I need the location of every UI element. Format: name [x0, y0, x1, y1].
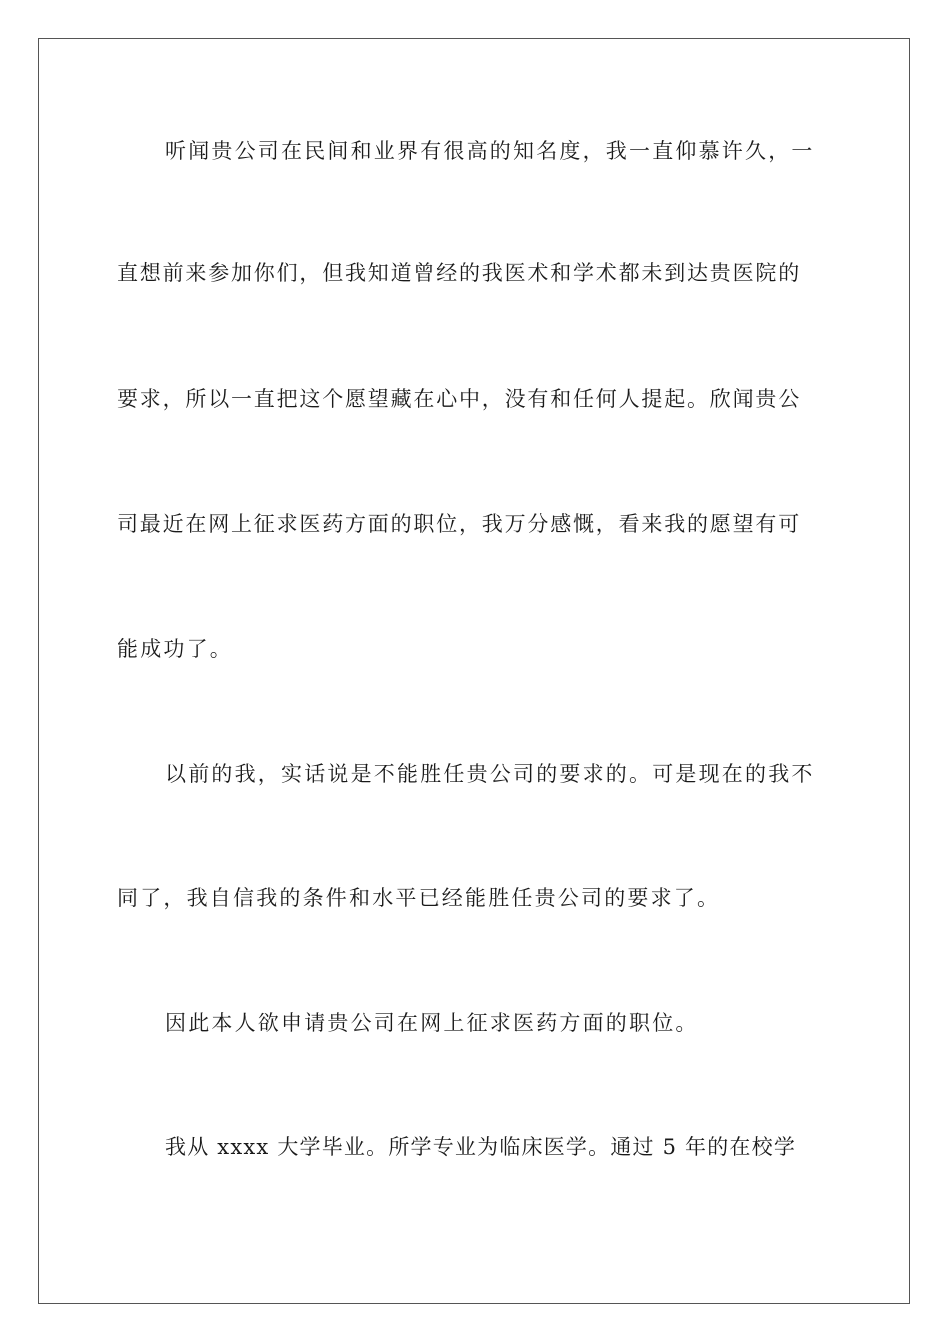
paragraph-4-line-1: 我从 xxxx 大学毕业。所学专业为临床医学。通过 5 年的在校学 [165, 1135, 797, 1159]
paragraph-1-line-1: 听闻贵公司在民间和业界有很高的知名度，我一直仰慕许久，一 [165, 139, 815, 163]
paragraph-2-line-1: 以前的我，实话说是不能胜任贵公司的要求的。可是现在的我不 [165, 762, 815, 786]
paragraph-1-line-2: 直想前来参加你们，但我知道曾经的我医术和学术都未到达贵医院的 [117, 261, 801, 285]
paragraph-3-line-1: 因此本人欲申请贵公司在网上征求医药方面的职位。 [165, 1011, 699, 1035]
paragraph-1-line-4: 司最近在网上征求医药方面的职位，我万分感慨，看来我的愿望有可 [117, 512, 801, 536]
paragraph-1-line-5: 能成功了。 [117, 637, 233, 661]
paragraph-1-line-3: 要求，所以一直把这个愿望藏在心中，没有和任何人提起。欣闻贵公 [117, 387, 801, 411]
paragraph-2-line-2: 同了，我自信我的条件和水平已经能胜任贵公司的要求了。 [117, 886, 721, 910]
page-border [38, 38, 910, 1304]
